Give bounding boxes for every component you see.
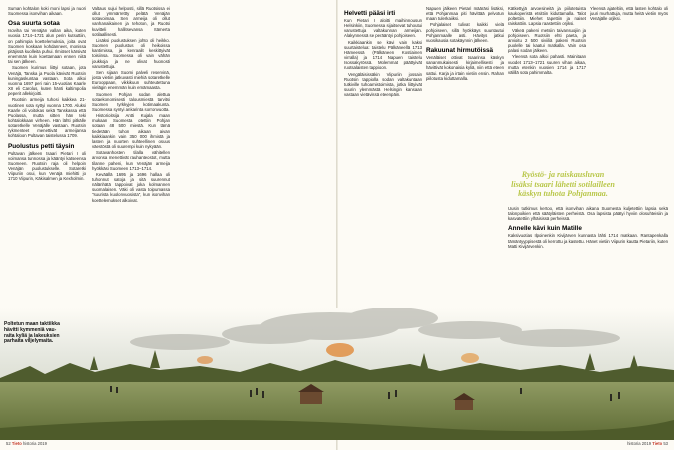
issue-label: historia 2019 [22,441,47,446]
subheading-helvetti: Helvetti pääsi irti [344,10,396,17]
body-paragraph: Ruotsin armeija tuhosi kaikkea 21-vuotinen sota syttyi vuonna 1700. Aluksi Kaarle oli voitokas sekä Tanskassa että Puolassa, mutta sitten hän teki kohtalokkaan virheen. Hän lähti pitkälle sotaretkelle Venäjälle vastaan. Ruotsin rykmenteet menettivät armeijansa kohtaloon Pultavan taistelussa 1709. [8,97,86,139]
left-column-1 [8,6,86,183]
page-number: 53 [663,441,668,446]
body-paragraph: Isoviha tai Venäjän vallan aika, kuten vuosia 1714–1721 alun perin kutsuttiin, on pahimpia koettelemuksia, joita ovat Suomen koskaan kohdanneet, monissa pitäjissä kuolleita puhui. Ilmiöset kärsivät enemmän kuin koettamaan ennen niitä tai sen jälkeen. [8,28,86,65]
intro-paragraph: Suman kohtalon koki moni lapsi ja nuori Suomessa isonvihan aikaan. [8,6,86,17]
right-column-2 [426,6,504,306]
magazine-brand: Tieto [11,441,22,446]
subheading-puolustus-petti: Puolustus petti täysin [8,142,75,150]
caption-line: parhaita viljelymaita. [4,338,54,345]
subheading-osa-suurta-sotaa: Osa suurta sotaa [8,20,60,28]
issue-label: historia 2019 [627,441,652,446]
body-paragraph: Valtaus sujui helposti, sillä Ruotsissa ei ollut ymmärrettty pelätä Venäjän sotavoimaa. Sen armeija oli ollut vanhanaikainen ja tehoton, ja Ruotsi kuvitteli hallitsevansa Itämerta sotilaallisesti. [92,6,170,37]
body-paragraph: Suomen kurimus liittyi sotaan, jota Venäjä, Tanska ja Puola kävivät Ruotsin kuningaskuntaa vastaan. Sota alkoi vuonna 1697 peri rain 15-vuotias Kaarle XII eli Carolus, kuten hänti kaltimpolia peperit allekirjoitti. [8,65,86,97]
body-paragraph: Väkeä pakeni metsiin taivansuojiin ja pohjoiseen. Ruotsiin ehti paeta, ja arvioitu 2 500 siviiliä pakeni Ruotsin puolelle tai kaatui matkalla. Vain osa palasi sodan jälkeen. [508,27,586,54]
right-column-bottom [508,206,668,306]
pull-quote [509,170,617,199]
right-column-1 [344,6,422,306]
caption-line: raita kyliä ja lakeuksien [4,332,60,339]
pull-quote-line: käskyn tuhota Pohjanmaa. [518,189,608,199]
pull-quote-line: Ryöstö- ja raiskausluvan [521,170,605,179]
body-paragraph: Pultavan jälkeen tsaari Pietari I oli voimansa tunnossa ja kääntyi katseensa Suomeen. Ruotsin raja oli helpoin Venäjän puolustukselle. Sotaretki Viipuriin osui, kun Venäjä miehitti jo 1710 Viipurin, Käkisalmen ja Kexholmin. [8,150,86,182]
right-column-3 [508,6,586,166]
subheading-annelle: Annelle kävi kuin Matille [508,225,582,233]
body-paragraph: Pohjalaiset tulivat kaikki vielä pohjoiseen, sillä hyökkäys suuntautui Pohjanmaalle asti. Hävitys jatkui vuosikausia sotakäynnin jälkeen. [426,22,504,43]
body-paragraph: Kaksivuotias Ilpoinenkin Kivijärven kunnasta lähti 1714 matkaan. Rantapenkalla tämäntyyppisestä oli kerrottu ja kastettu. Hänet vietiin Viipurin kautta Pietariin, kuten Matti Kivijärvenkin. [508,233,668,249]
magazine-brand: Tieto [652,441,663,446]
body-paragraph: Venäläiset ottivat tsaarinsa käskyn sananmukaisesti kirjaimellisesti ja hävittivät kokonaisia kyliä, niin että eteen sattui. Karja ja irtain vietiin ensin. Rahan piilotusta kiduttamalla. [426,55,504,81]
body-paragraph: Kun Pietari I aloitti maihinnousun Helsinkiin, Suomessa sijaitsevat tuhoutui varustettuja valtakunnan armeijan. Alakynnessä se perääntyi pohjoiseen. [344,18,422,39]
body-paragraph: Historioitsija Antti Kujala maan mukaan Suomesta otettiin Pohjan sotaan 48 500 miestä. Kun tämä tiedetään tuhon aikaan aivan kaikkiaankin vain 350 000 ihmistä ja lasten ja nuorten suhteellinen osuus väestöstä oli suurempi kuin nykyään. [92,113,170,150]
left-folio [6,441,47,446]
subheading-rakuunat: Rakuunat hirmutöissä [426,47,494,55]
body-paragraph: Lisäksi puolustuksen johto oli heikko. Suomen puolustus oli heikoissa kantimissa, ja kenraalit keskittyivät toisiinsa. Suomessa oli vain vähän joukkoja ja ne olivat huonosti varustettuja. [92,37,170,69]
right-folio [627,441,668,446]
caption-line: Poltetun maan taktiikka [4,321,60,327]
body-paragraph: Kaikkiaankin se kävi vain kaksi suurtaistelua: taistelu Pälkäneellä 1713 Hämeessä (Pälkäneen Kostiainen virralla) ja 1714 Napuen taistelu Isossakyrössä. Molemmat päättyivät ruotsalaisten tappioon. [344,39,422,71]
body-paragraph: Sen sijaan Suomi palveli reservinä, josta vietiin jatkuvasti miehiä sotaretkelle Eurooppaan, vikkikuun suhteutettuna vielägin enemmän kuin emämaasta. [92,69,170,91]
image-caption [4,322,78,345]
body-paragraph: Yleensä ajateltiin, että lasten kohtalo oli juuri murhattuja, mutta heitä vietiin myös Venäjälle orjiksi. [590,6,668,22]
left-column-2 [92,6,170,296]
right-column-4-top [590,6,668,166]
body-paragraph: Suomen Pohjan sodan alettua sotaekonomisesti talousmiestä tarvitsi Suomen tyrkkyjen kotimaakunta. Suomessa syntyi ankarinta sorronvuotta. [92,91,170,112]
body-paragraph: Kätkettyjä arvoesineitä ja piilotetuista kaukoperistä etsittiin kiduttamalla. Talot poltettiin. Miehet tapettiin ja naiset raiskattiin. Lapsia raastettiin orjiksi. [508,6,586,27]
page-number: 52 [6,441,11,446]
pull-quote-line: lisäksi tsaari lähetti sotilailleen [511,179,615,189]
body-paragraph: Yleensä sota alkoi pahasti. Mainitaan vuodet 1713–1721 suuren vihan aikaa, mutta etenkin vuosien 1714 ja 1717 välillä sota pahimmalta. [508,54,586,75]
body-paragraph: Napuen jälkeen Pietari määräsi lisäksi, että Pohjanmaa piti hävittää pelvotun maan tulerkaiiksi. [426,6,504,22]
battle-illustration [0,308,674,440]
page-footer [0,439,674,448]
caption-line: hävitti kymmeniä vau- [4,326,57,333]
body-paragraph: Uusin tutkimus kertoo, että isonvihan aikana Suomesta kuljetettiin lapsia sekä talonpoikien että säätyläisten perheistä. Osa lapsista päätyi hyviin olosuhteisiin ja kasvatettiin ylhäisissä perheissä. [508,206,668,222]
body-paragraph: Sotavanhosten tilalla vähitellen arvonsa menettivät rauhanteostot, mutta tilanne paheni, kun Venäjän armeija hyökkäsi Suomeen 1713–1714. [92,150,170,171]
body-paragraph: Vengäläisissäkin Viipuriin jossain Ruotsin tappiolla sodan valtakuntaan tutkiville tuhoamistoimista, jotka liittyivät suurin ylemmästä Helsingin kansaan vastaan vietävissä eteenpäin. [344,71,422,98]
body-paragraph: Keväällä 1695 ja 1696 hallaa oli tuhonnut satoja ja sitä suurennut nälänhätä tappoivat joka kolmannen suomalaisen. Väki oli vasta toipumassa "suurista kuolonvuosista", kun isonvihan koettelemukset alkoivat. [92,171,170,203]
